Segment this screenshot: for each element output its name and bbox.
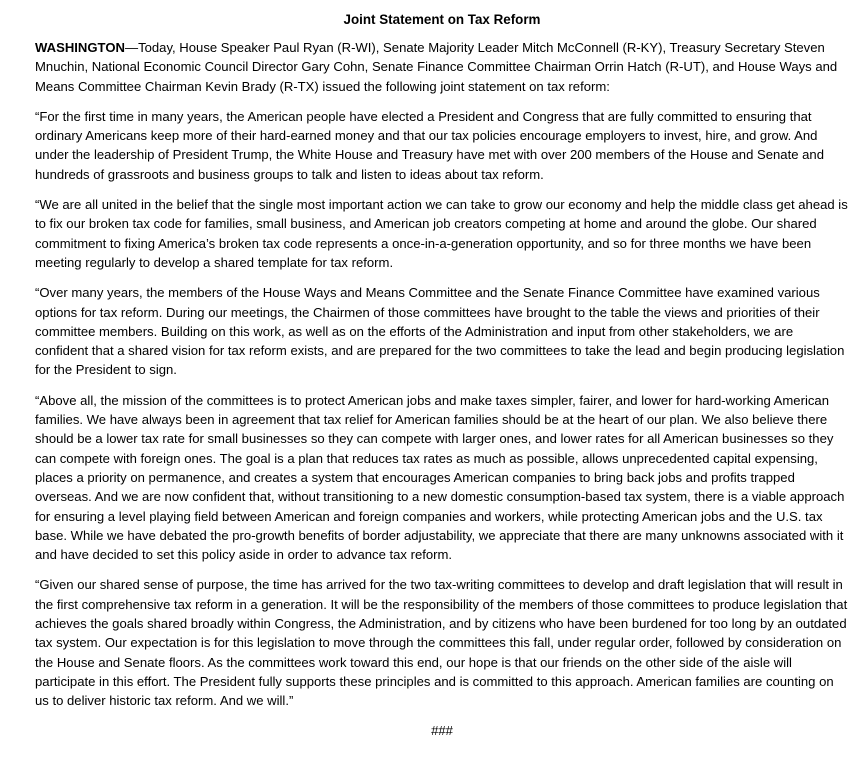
statement-paragraph-5: “Given our shared sense of purpose, the time has arrived for the two tax-writing committees to develop and draft legislation that will result in the first comprehensive tax reform in a generation. It will be the responsibility of the members of those committees to produce legislation that achieves the goals shared broadly within Congress, the Administration, and by citizens who have been burdened for too long by an outdated tax system. Our expectation is for this legislation to move through the committees this fall, under regular order, followed by consideration on the House and Senate floors. As the committees work toward this end, our hope is that our friends on the other side of the aisle will participate in this effort. The President fully supports these principles and is committed to this approach. American families are counting on us to deliver historic tax reform. And we will.” xyxy=(35,577,848,709)
intro-text: —Today, House Speaker Paul Ryan (R-WI), Senate Majority Leader Mitch McConnell (R-KY), Treasury Secretary Steven Mnuchin, National Economic Council Director Gary Cohn, Senate Finance Committee Chairman Orrin Hatch (R-UT), and House Ways and Means Committee Chairman Kevin Brady (R-TX) issued the following joint statement on tax reform: xyxy=(35,40,838,94)
statement-paragraph-3: “Over many years, the members of the House Ways and Means Committee and the Senate Finance Committee have examined various options for tax reform. During our meetings, the Chairmen of those committees have brought to the table the views and priorities of their committee members. Building on this work, as well as on the efforts of the Administration and input from other stakeholders, we are confident that a shared vision for tax reform exists, and are prepared for the two committees to take the lead and begin producing legislation for the President to sign. xyxy=(35,285,845,378)
end-mark: ### xyxy=(431,722,453,738)
statement-paragraph-2: “We are all united in the belief that the single most important action we can take to grow our economy and help the middle class get ahead is to fix our broken tax code for families, small business, and American job creators competing at home and around the globe. Our shared commitment to fixing America’s broken tax code represents a once-in-a-generation opportunity, and so for three months we have been meeting regularly to develop a shared template for tax reform. xyxy=(35,197,848,270)
dateline: WASHINGTON xyxy=(35,40,125,55)
intro-paragraph xyxy=(35,38,849,96)
document-title: Joint Statement on Tax Reform xyxy=(343,12,541,27)
statement-paragraph-1: “For the first time in many years, the American people have elected a President and Congress that are fully committed to ensuring that ordinary Americans keep more of their hard-earned money and that our tax policies encourage employers to invest, hire, and grow. And under the leadership of President Trump, the White House and Treasury have met with over 200 members of the House and Senate and hundreds of grassroots and business groups to talk and listen to ideas about tax reform. xyxy=(35,108,824,182)
statement-paragraph-4: “Above all, the mission of the committees is to protect American jobs and make taxes simpler, fairer, and lower for hard-working American families. We have always been in agreement that tax relief for American families should be at the heart of our plan. We also believe there should be a lower tax rate for small businesses so they can compete with larger ones, and lower rates for all American businesses so they can compete with foreign ones. The goal is a plan that reduces tax rates as much as possible, allows unprecedented capital expensing, places a priority on permanence, and creates a system that encourages American companies to bring back jobs and profits trapped overseas. And we are now confident that, without transitioning to a new domestic consumption-based tax system, there is a viable approach for ensuring a level playing field between American and foreign companies and workers, while protecting American jobs and the U.S. tax base. While we have debated the pro-growth benefits of border adjustability, we appreciate that there are many unknowns associated with it and have decided to set this policy aside in order to advance tax reform. xyxy=(35,392,845,563)
